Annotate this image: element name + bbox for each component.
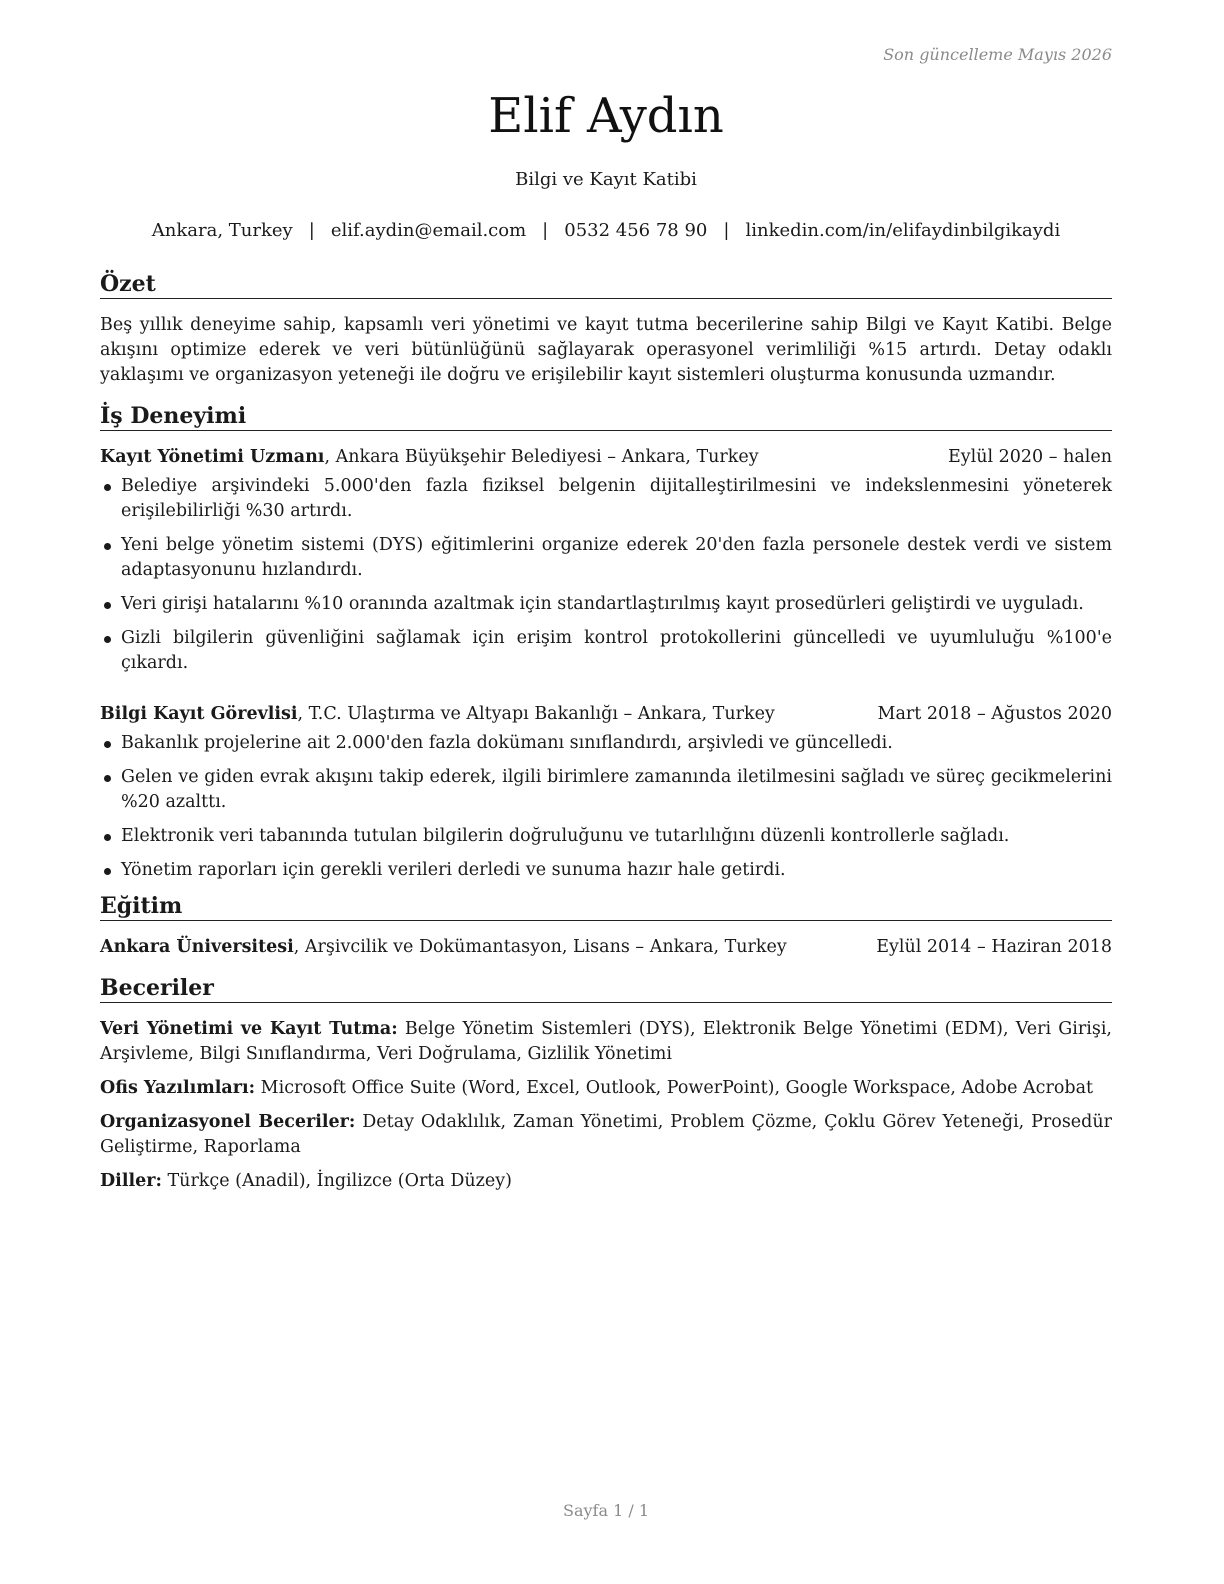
job-bullet: Yönetim raporları için gerekli verileri derledi ve sunuma hazır hale getirdi. (100, 858, 1112, 883)
job-bullet: Bakanlık projelerine ait 2.000'den fazla dokümanı sınıflandırdı, arşivledi ve güncelledi. (100, 731, 1112, 756)
contact-separator: | (723, 220, 730, 241)
education-school: Ankara Üniversitesi (100, 937, 294, 957)
resume-content (100, 270, 1112, 1203)
contact-line (100, 219, 1112, 243)
skill-text: Detay Odaklılık, Zaman Yönetimi, Problem Çözme, Çoklu Görev Yeteneği, Prosedür Geliştirme, Raporlama (100, 1112, 1113, 1157)
skill-text: Türkçe (Anadil), İngilizce (Orta Düzey) (161, 1171, 512, 1191)
skill-label: Ofis Yazılımları: (100, 1078, 256, 1098)
skill-label: Veri Yönetimi ve Kayıt Tutma: (100, 1019, 398, 1039)
job-bullet: Belediye arşivindeki 5.000'den fazla fiziksel belgenin dijitalleştirilmesini ve indekslenmesini yöneterek erişilebilirliği %30 artırdı. (100, 474, 1112, 524)
job-dates: Mart 2018 – Ağustos 2020 (877, 704, 1112, 724)
education-entry (100, 935, 1112, 960)
contact-phone: 0532 456 78 90 (564, 220, 708, 241)
summary-text: Beş yıllık deneyime sahip, kapsamlı veri yönetimi ve kayıt tutma becerilerine sahip Bilgi ve Kayıt Katibi. Belge akışını optimize ederek ve veri bütünlüğünü sağlayarak operasyonel verimliliği %15 artırdı. Detay odaklı yaklaşımı ve organizasyon yeteneği ile doğru ve erişilebilir kayıt sistemleri oluşturma konusunda uzmandır. (100, 315, 1112, 385)
skill-text: Microsoft Office Suite (Word, Excel, Outlook, PowerPoint), Google Workspace, Adobe Acrobat (255, 1078, 1094, 1098)
job-title-line (100, 445, 759, 470)
job-entry (100, 445, 1112, 676)
job-bullet: Yeni belge yönetim sistemi (DYS) eğitimlerini organize ederek 20'den fazla personele destek verdi ve sistem adaptasyonunu hızlandırdı. (100, 533, 1112, 583)
skill-group (100, 1017, 1112, 1067)
skill-group (100, 1169, 1112, 1194)
job-bullet: Elektronik veri tabanında tutulan bilgilerin doğruluğunu ve tutarlılığını düzenli kontrollerle sağladı. (100, 824, 1112, 849)
job-bullet: Gelen ve giden evrak akışını takip ederek, ilgili birimlere zamanında iletilmesini sağladı ve süreç gecikmelerini %20 azalttı. (100, 765, 1112, 815)
job-role: Kayıt Yönetimi Uzmanı (100, 447, 325, 467)
candidate-name: Elif Aydın (488, 88, 724, 144)
job-bullet: Veri girişi hatalarını %10 oranında azaltmak için standartlaştırılmış kayıt prosedürleri geliştirdi ve uyguladı. (100, 592, 1112, 617)
contact-separator: | (542, 220, 549, 241)
section-title-summary: Özet (100, 270, 1112, 299)
contact-linkedin[interactable]: linkedin.com/in/elifaydinbilgikaydi (745, 220, 1061, 241)
skill-group (100, 1076, 1112, 1101)
job-role: Bilgi Kayıt Görevlisi (100, 704, 298, 724)
skill-text: Belge Yönetim Sistemleri (DYS), Elektronik Belge Yönetimi (EDM), Veri Girişi, Arşivleme, Bilgi Sınıflandırma, Veri Doğrulama, Gizlilik Yönetimi (100, 1019, 1112, 1064)
job-header (100, 702, 1112, 727)
section-title-experience: İş Deneyimi (100, 402, 1112, 431)
summary-section (100, 270, 1112, 388)
contact-location: Ankara, Turkey (151, 220, 293, 241)
job-bullets (100, 731, 1112, 883)
job-organization: , Ankara Büyükşehir Belediyesi – Ankara, Turkey (324, 447, 759, 467)
job-entry (100, 702, 1112, 883)
section-title-education: Eğitim (100, 892, 1112, 921)
skill-group (100, 1110, 1112, 1160)
education-detail: , Arşivcilik ve Dokümantasyon, Lisans – Ankara, Turkey (293, 937, 787, 957)
resume-page (100, 0, 1112, 1584)
education-line (100, 935, 787, 960)
section-title-skills: Beceriler (100, 974, 1112, 1003)
page-number: Sayfa 1 / 1 (562, 1501, 649, 1520)
skill-label: Organizasyonel Beceriler: (100, 1112, 356, 1132)
job-title-line (100, 702, 775, 727)
contact-separator: | (308, 220, 315, 241)
contact-email[interactable]: elif.aydin@email.com (330, 220, 527, 241)
experience-section (100, 402, 1112, 883)
job-organization: , T.C. Ulaştırma ve Altyapı Bakanlığı – Ankara, Turkey (297, 704, 775, 724)
skills-list (100, 1017, 1112, 1194)
education-dates: Eylül 2014 – Haziran 2018 (876, 937, 1112, 957)
job-bullets (100, 474, 1112, 676)
job-header (100, 445, 1112, 470)
skills-section (100, 974, 1112, 1194)
job-bullet: Gizli bilgilerin güvenliğini sağlamak için erişim kontrol protokollerini güncelledi ve uyumluluğu %100'e çıkardı. (100, 626, 1112, 676)
last-updated-note: Son güncelleme Mayıs 2026 (883, 45, 1112, 64)
education-section (100, 892, 1112, 960)
job-dates: Eylül 2020 – halen (947, 447, 1112, 467)
skill-label: Diller: (100, 1171, 162, 1191)
job-headline: Bilgi ve Kayıt Katibi (515, 169, 697, 190)
